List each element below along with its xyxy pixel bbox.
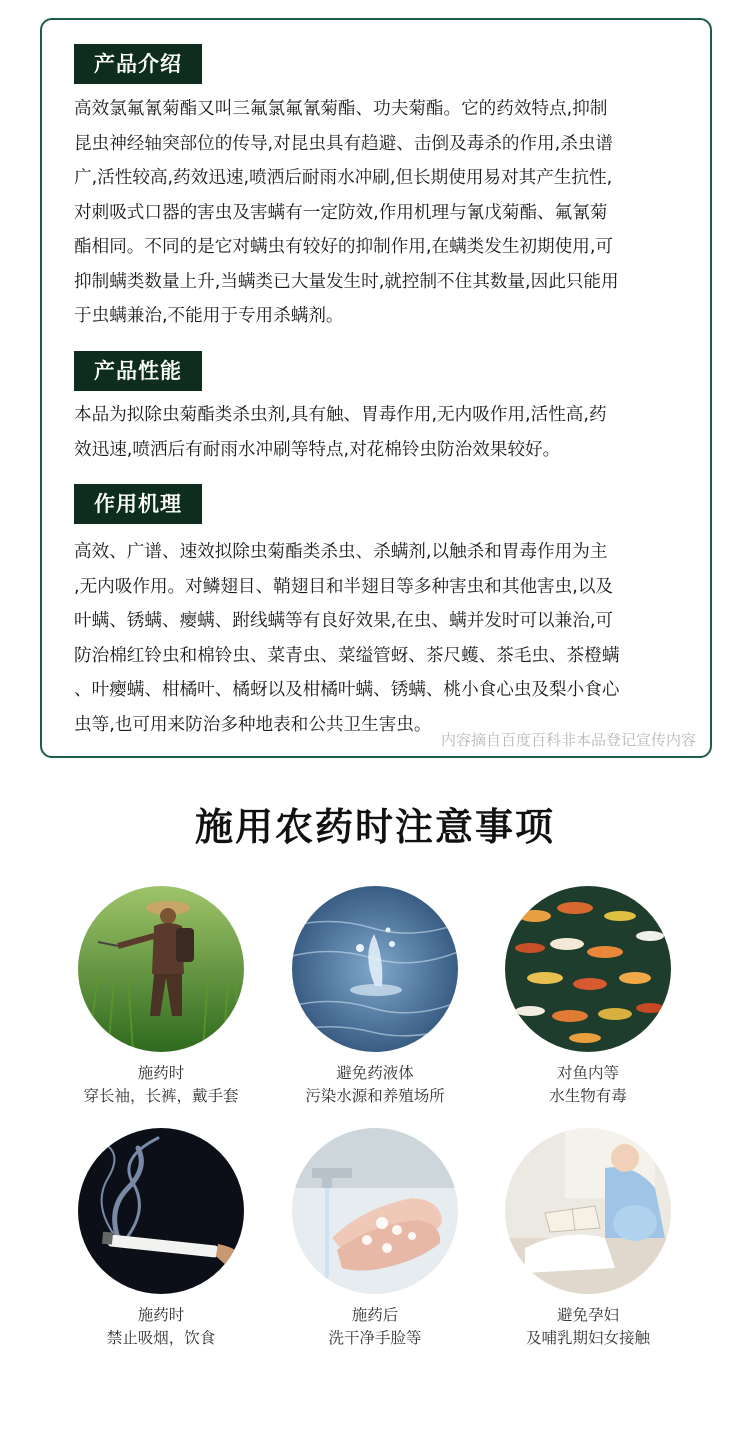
performance-text (74, 398, 698, 467)
caption-line: 水生物有毒 (549, 1087, 627, 1105)
pregnant-woman-icon (505, 1128, 671, 1294)
farmer-spraying-icon (78, 886, 244, 1052)
caption-line: 禁止吸烟，饮食 (106, 1329, 216, 1347)
precautions-title: 施用农药时注意事项 (194, 805, 555, 849)
caption-line: 避免孕妇 (556, 1306, 619, 1324)
performance-heading: 产品性能 (74, 351, 202, 391)
koi-fish-icon (505, 886, 671, 1052)
cigarette-smoke-icon (78, 1128, 244, 1294)
caption-line: 污染水源和养殖场所 (305, 1087, 445, 1105)
mechanism-line: 虫等,也可用来防治多种地表和公共卫生害虫。 (74, 714, 432, 735)
intro-heading: 产品介绍 (74, 44, 202, 84)
mechanism-line: 高效、广谱、速效拟除虫菊酯类杀虫、杀螨剂,以触杀和胃毒作用为主 (74, 542, 608, 562)
caption-line: 施药时 (137, 1064, 185, 1082)
intro-line: 昆虫神经轴突部位的传导,对昆虫具有趋避、击倒及毒杀的作用,杀虫谱 (74, 133, 614, 154)
precaution-item-no-smoking (51, 1128, 271, 1350)
precaution-item-water-source (265, 886, 485, 1108)
mechanism-text (74, 535, 698, 742)
caption-line: 及哺乳期妇女接触 (525, 1329, 650, 1347)
mechanism-heading: 作用机理 (74, 484, 202, 524)
caption-line: 穿长袖，长裤，戴手套 (83, 1087, 239, 1105)
hand-washing-icon (292, 1128, 458, 1294)
intro-line: 对刺吸式口器的害虫及害螨有一定防效,作用机理与氰戊菊酯、氟氰菊 (74, 202, 608, 223)
precaution-item-pregnant-women (478, 1128, 698, 1350)
performance-line: 效迅速,喷洒后有耐雨水冲刷等特点,对花棉铃虫防治效果较好。 (74, 439, 561, 460)
intro-line: 高效氯氟氰菊酯又叫三氟氯氟氰菊酯、功夫菊酯。它的药效特点,抑制 (74, 99, 608, 119)
precaution-item-fish-toxicity (478, 886, 698, 1108)
mechanism-line: 叶螨、锈螨、瘿螨、跗线螨等有良好效果,在虫、螨并发时可以兼治,可 (74, 611, 614, 631)
intro-line: 广,活性较高,药效迅速,喷洒后耐雨水冲刷,但长期使用易对其产生抗性, (74, 168, 613, 188)
caption-line: 施药时 (137, 1306, 185, 1324)
performance-line: 本品为拟除虫菊酯类杀虫剂,具有触、胃毒作用,无内吸作用,活性高,药 (74, 405, 607, 425)
mechanism-line: 、叶瘿螨、柑橘叶、橘蚜以及柑橘叶螨、锈螨、桃小食心虫及梨小食心 (74, 680, 620, 700)
caption-line: 对鱼内等 (556, 1064, 619, 1082)
intro-line: 抑制螨类数量上升,当螨类已大量发生时,就控制不住其数量,因此只能用 (74, 271, 619, 292)
caption-line: 避免药液体 (336, 1064, 414, 1082)
source-note: 内容摘自百度百科非本品登记宣传内容 (440, 731, 696, 749)
intro-line: 于虫螨兼治,不能用于专用杀螨剂。 (74, 306, 344, 326)
intro-text (74, 92, 698, 334)
precaution-item-wash-hands (265, 1128, 485, 1350)
mechanism-line: 防治棉红铃虫和棉铃虫、菜青虫、菜缢管蚜、茶尺蠖、茶毛虫、茶橙螨 (74, 645, 620, 666)
caption-line: 洗干净手脸等 (328, 1329, 422, 1347)
intro-line: 酯相同。不同的是它对螨虫有较好的抑制作用,在螨类发生初期使用,可 (74, 237, 614, 257)
precaution-item-protective-clothing (51, 886, 271, 1108)
product-info-card (40, 18, 712, 758)
water-splash-icon (292, 886, 458, 1052)
mechanism-line: ,无内吸作用。对鳞翅目、鞘翅目和半翅目等多种害虫和其他害虫,以及 (74, 576, 614, 597)
caption-line: 施药后 (351, 1306, 399, 1324)
